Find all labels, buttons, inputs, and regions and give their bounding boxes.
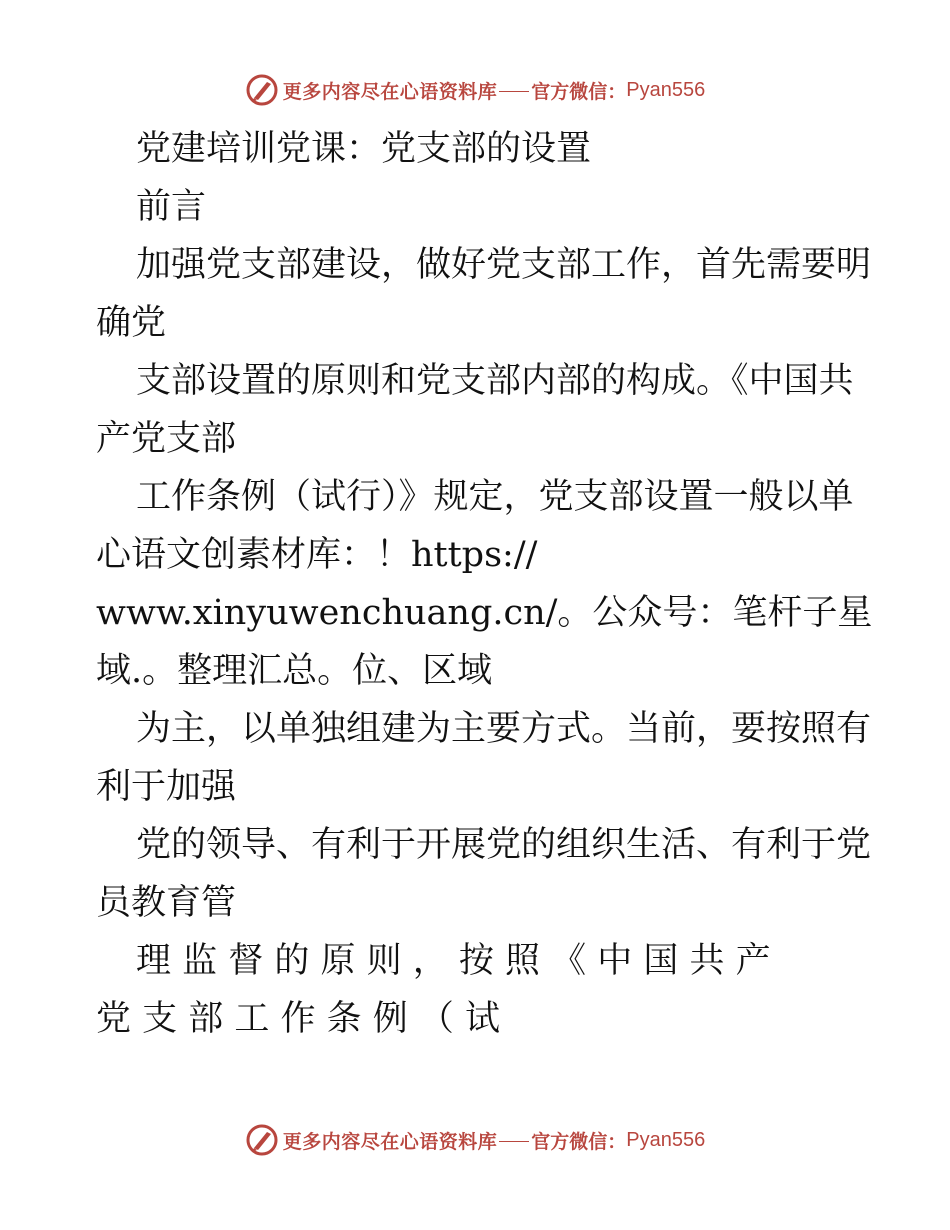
text-line: 心语文创素材库：！https:// [96, 535, 538, 575]
banner-dash [499, 91, 529, 92]
document-title: 党建培训党课：党支部的设置 [136, 129, 592, 169]
text-line: 工作条例（试行）》规定，党支部设置一般以单 [136, 477, 854, 517]
banner-wechat-label: 官方微信： [531, 1130, 627, 1153]
banner-site-text: 更多内容尽在心语资料库 [282, 80, 498, 103]
footer-watermark-banner [0, 1120, 950, 1160]
text-line: 域.。整理汇总。位、区域 [96, 651, 493, 691]
text-line: 理 监 督 的 原 则 ， 按 照 《 中 国 共 产 [136, 941, 771, 981]
text-line: 党 支 部 工 作 条 例 （ 试 [96, 999, 501, 1039]
banner-dash [499, 1141, 529, 1142]
banner-site-text: 更多内容尽在心语资料库 [282, 1130, 498, 1153]
text-line: 利于加强 [96, 767, 237, 807]
text-line: www.xinyuwenchuang.cn/。公众号：笔杆子星 [96, 593, 873, 633]
text-line: 确党 [96, 303, 167, 343]
text-line: 产党支部 [96, 419, 237, 459]
quill-logo-icon [245, 73, 279, 107]
text-line: 加强党支部建设，做好党支部工作，首先需要明 [136, 245, 872, 285]
quill-logo-icon [245, 1123, 279, 1157]
banner-wechat-id: Pyan556 [626, 78, 706, 101]
banner-wechat-label: 官方微信： [531, 80, 627, 103]
banner-wechat-id: Pyan556 [626, 1128, 706, 1151]
text-line: 党的领导、有利于开展党的组织生活、有利于党 [136, 825, 872, 865]
header-watermark-banner [0, 70, 950, 110]
text-line: 员教育管 [96, 883, 237, 923]
section-heading: 前言 [136, 187, 207, 227]
text-line: 为主，以单独组建为主要方式。当前，要按照有 [136, 709, 872, 749]
text-line: 支部设置的原则和党支部内部的构成。《中国共 [136, 361, 854, 401]
document-body [96, 120, 873, 1048]
